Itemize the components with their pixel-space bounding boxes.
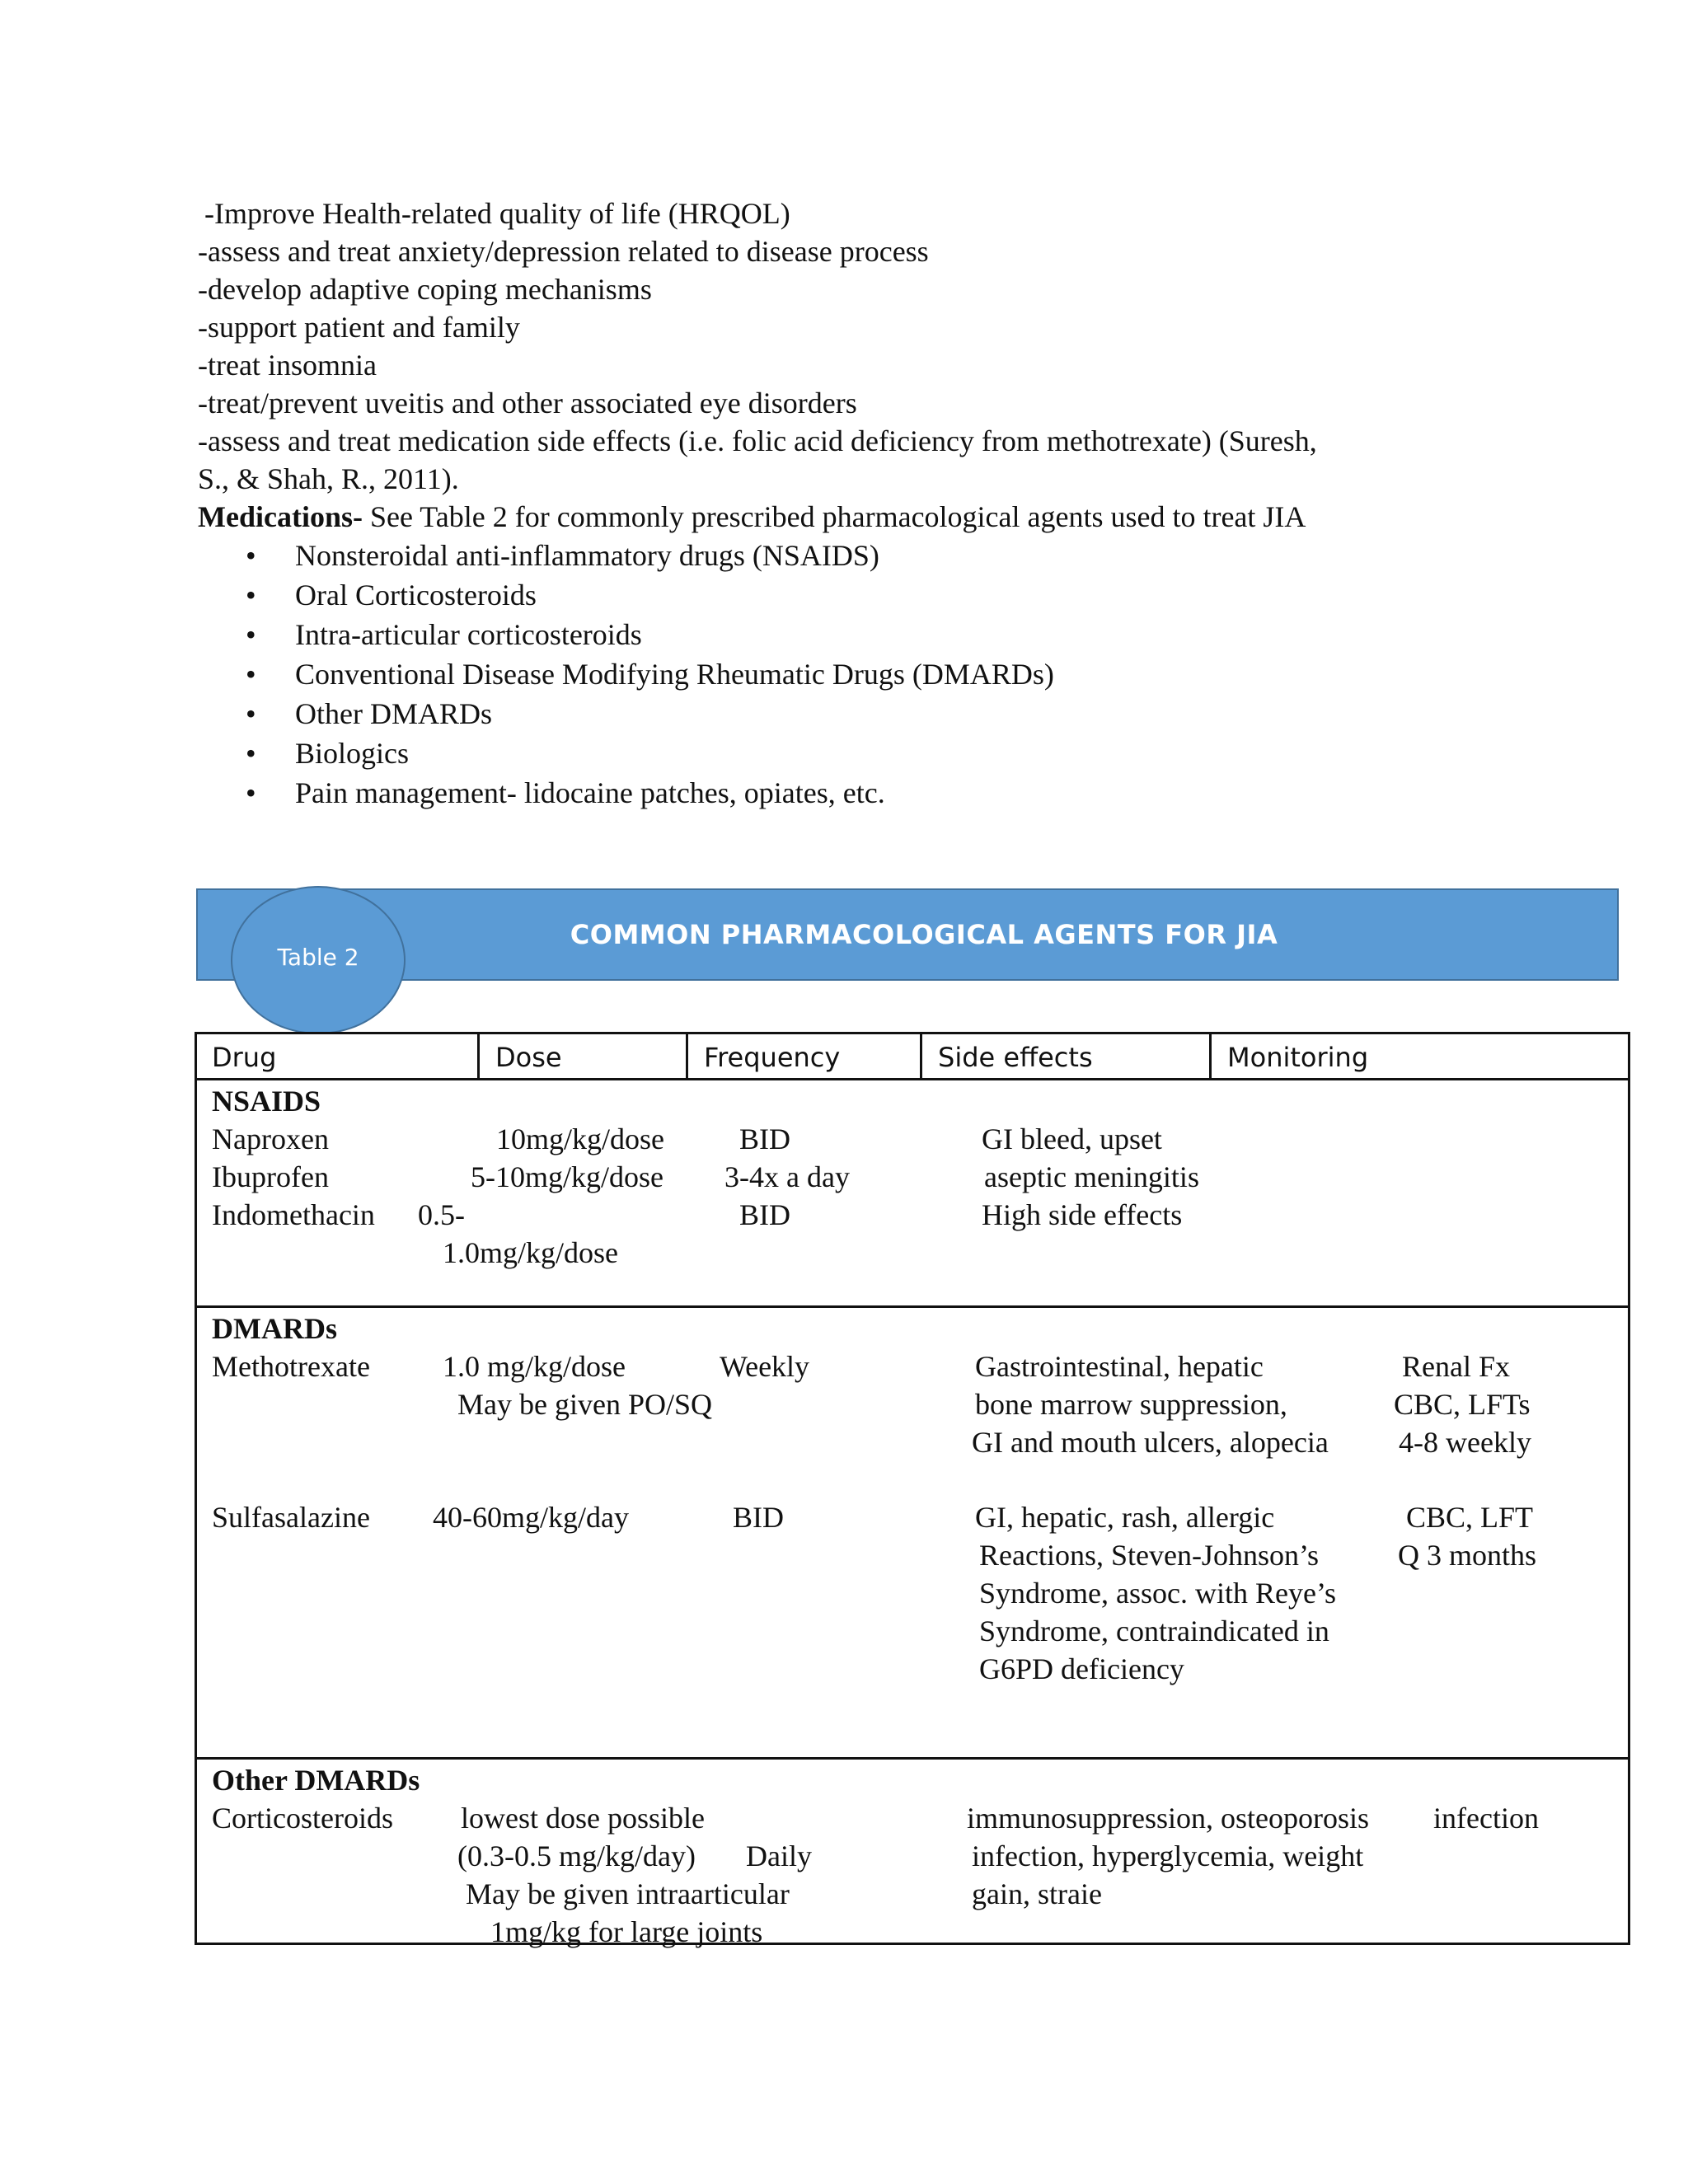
bullet-item-text: Pain management- lidocaine patches, opiates, etc. — [295, 776, 885, 809]
drug-sulfasalazine: Sulfasalazine — [212, 1501, 370, 1534]
bullet-symbol: • — [246, 776, 256, 809]
section-title-other-dmards: Other DMARDs — [212, 1764, 420, 1797]
header-divider — [686, 1034, 688, 1080]
side-sulfasalazine-1: GI, hepatic, rash, allergic — [975, 1501, 1275, 1534]
side-sulfasalazine-2: Reactions, Steven-Johnson’s — [979, 1539, 1319, 1572]
drug-naproxen: Naproxen — [212, 1122, 329, 1155]
header-monitoring: Monitoring — [1227, 1042, 1369, 1073]
intro-line-hrqol: -Improve Health-related quality of life (HRQOL) — [204, 197, 790, 230]
bullet-symbol: • — [246, 658, 256, 691]
monitor-methotrexate-1: Renal Fx — [1402, 1350, 1510, 1383]
monitor-sulfasalazine-2: Q 3 months — [1398, 1539, 1537, 1572]
bullet-symbol: • — [246, 697, 256, 730]
freq-methotrexate: Weekly — [720, 1350, 810, 1383]
dose-corticosteroids-3: May be given intraarticular — [466, 1877, 790, 1910]
header-divider — [1209, 1034, 1212, 1080]
intro-line-support: -support patient and family — [198, 311, 520, 344]
bullet-item-text: Intra-articular corticosteroids — [295, 618, 642, 651]
freq-naproxen: BID — [739, 1122, 790, 1155]
freq-indomethacin: BID — [739, 1198, 790, 1231]
bullet-item-text: Oral Corticosteroids — [295, 579, 537, 612]
banner-title: COMMON PHARMACOLOGICAL AGENTS FOR JIA — [570, 919, 1278, 950]
dose-ibuprofen: 5-10mg/kg/dose — [471, 1160, 663, 1193]
table-banner — [196, 888, 1619, 981]
intro-line-anxiety: -assess and treat anxiety/depression related to disease process — [198, 235, 929, 268]
bullet-symbol: • — [246, 539, 256, 572]
section-title-nsaids: NSAIDS — [212, 1085, 321, 1118]
intro-line-citation: S., & Shah, R., 2011). — [198, 462, 459, 495]
drug-indomethacin: Indomethacin — [212, 1198, 375, 1231]
dose-naproxen: 10mg/kg/dose — [496, 1122, 664, 1155]
dose-indomethacin-cont: 1.0mg/kg/dose — [443, 1236, 618, 1269]
medications-label: Medications- — [198, 500, 363, 533]
freq-ibuprofen: 3-4x a day — [724, 1160, 850, 1193]
side-sulfasalazine-4: Syndrome, contraindicated in — [979, 1615, 1329, 1647]
header-divider — [477, 1034, 480, 1080]
monitor-methotrexate-2: CBC, LFTs — [1394, 1388, 1531, 1421]
section-rule — [197, 1305, 1628, 1308]
freq-sulfasalazine: BID — [733, 1501, 784, 1534]
medication-table — [195, 1032, 1630, 1948]
table-number-badge — [231, 886, 406, 1034]
medications-paragraph — [198, 498, 1306, 536]
header-divider — [920, 1034, 922, 1080]
side-indomethacin: High side effects — [982, 1198, 1183, 1231]
side-corticosteroids-3: gain, straie — [972, 1877, 1102, 1910]
intro-line-uveitis: -treat/prevent uveitis and other associated eye disorders — [198, 387, 857, 419]
drug-corticosteroids: Corticosteroids — [212, 1802, 393, 1835]
section-title-dmards: DMARDs — [212, 1312, 337, 1345]
side-naproxen: GI bleed, upset — [982, 1122, 1162, 1155]
freq-corticosteroids: Daily — [746, 1840, 812, 1872]
dose-sulfasalazine: 40-60mg/kg/day — [433, 1501, 629, 1534]
side-ibuprofen: aseptic meningitis — [984, 1160, 1199, 1193]
monitor-methotrexate-3: 4-8 weekly — [1399, 1426, 1531, 1459]
bullet-symbol: • — [246, 737, 256, 770]
bullet-item-text: Other DMARDs — [295, 697, 492, 730]
dose-methotrexate: 1.0 mg/kg/dose — [443, 1350, 626, 1383]
header-dose: Dose — [495, 1042, 562, 1073]
side-corticosteroids-1: immunosuppression, osteoporosis — [967, 1802, 1370, 1835]
dose-corticosteroids-1: lowest dose possible — [461, 1802, 705, 1835]
intro-line-insomnia: -treat insomnia — [198, 349, 377, 382]
header-frequency: Frequency — [704, 1042, 841, 1073]
dose-methotrexate-route: May be given PO/SQ — [457, 1388, 712, 1421]
intro-line-coping: -develop adaptive coping mechanisms — [198, 273, 652, 306]
bullet-symbol: • — [246, 579, 256, 612]
medications-text: See Table 2 for commonly prescribed pharmacological agents used to treat JIA — [362, 500, 1306, 533]
side-corticosteroids-2: infection, hyperglycemia, weight — [972, 1840, 1364, 1872]
header-rule — [197, 1078, 1628, 1080]
badge-label: Table 2 — [277, 944, 359, 971]
header-drug: Drug — [212, 1042, 277, 1073]
bullet-symbol: • — [246, 618, 256, 651]
side-sulfasalazine-3: Syndrome, assoc. with Reye’s — [979, 1577, 1336, 1610]
intro-line-side-effects: -assess and treat medication side effects (i.e. folic acid deficiency from methotrexate) (Suresh, — [198, 424, 1317, 457]
dose-indomethacin: 0.5- — [418, 1198, 465, 1231]
bullet-item-text: Nonsteroidal anti-inflammatory drugs (NSAIDS) — [295, 539, 879, 572]
side-methotrexate-2: bone marrow suppression, — [975, 1388, 1287, 1421]
side-sulfasalazine-5: G6PD deficiency — [979, 1652, 1184, 1685]
side-methotrexate-1: Gastrointestinal, hepatic — [975, 1350, 1264, 1383]
bullet-item-text: Biologics — [295, 737, 410, 770]
section-rule — [197, 1757, 1628, 1760]
monitor-sulfasalazine-1: CBC, LFT — [1406, 1501, 1534, 1534]
side-methotrexate-3: GI and mouth ulcers, alopecia — [972, 1426, 1329, 1459]
drug-methotrexate: Methotrexate — [212, 1350, 370, 1383]
bullet-item-text: Conventional Disease Modifying Rheumatic Drugs (DMARDs) — [295, 658, 1054, 691]
dose-corticosteroids-2: (0.3-0.5 mg/kg/day) — [457, 1840, 696, 1872]
header-side-effects: Side effects — [938, 1042, 1093, 1073]
dose-corticosteroids-4: 1mg/kg for large joints — [490, 1915, 763, 1948]
drug-ibuprofen: Ibuprofen — [212, 1160, 329, 1193]
monitor-corticosteroids: infection — [1433, 1802, 1539, 1835]
